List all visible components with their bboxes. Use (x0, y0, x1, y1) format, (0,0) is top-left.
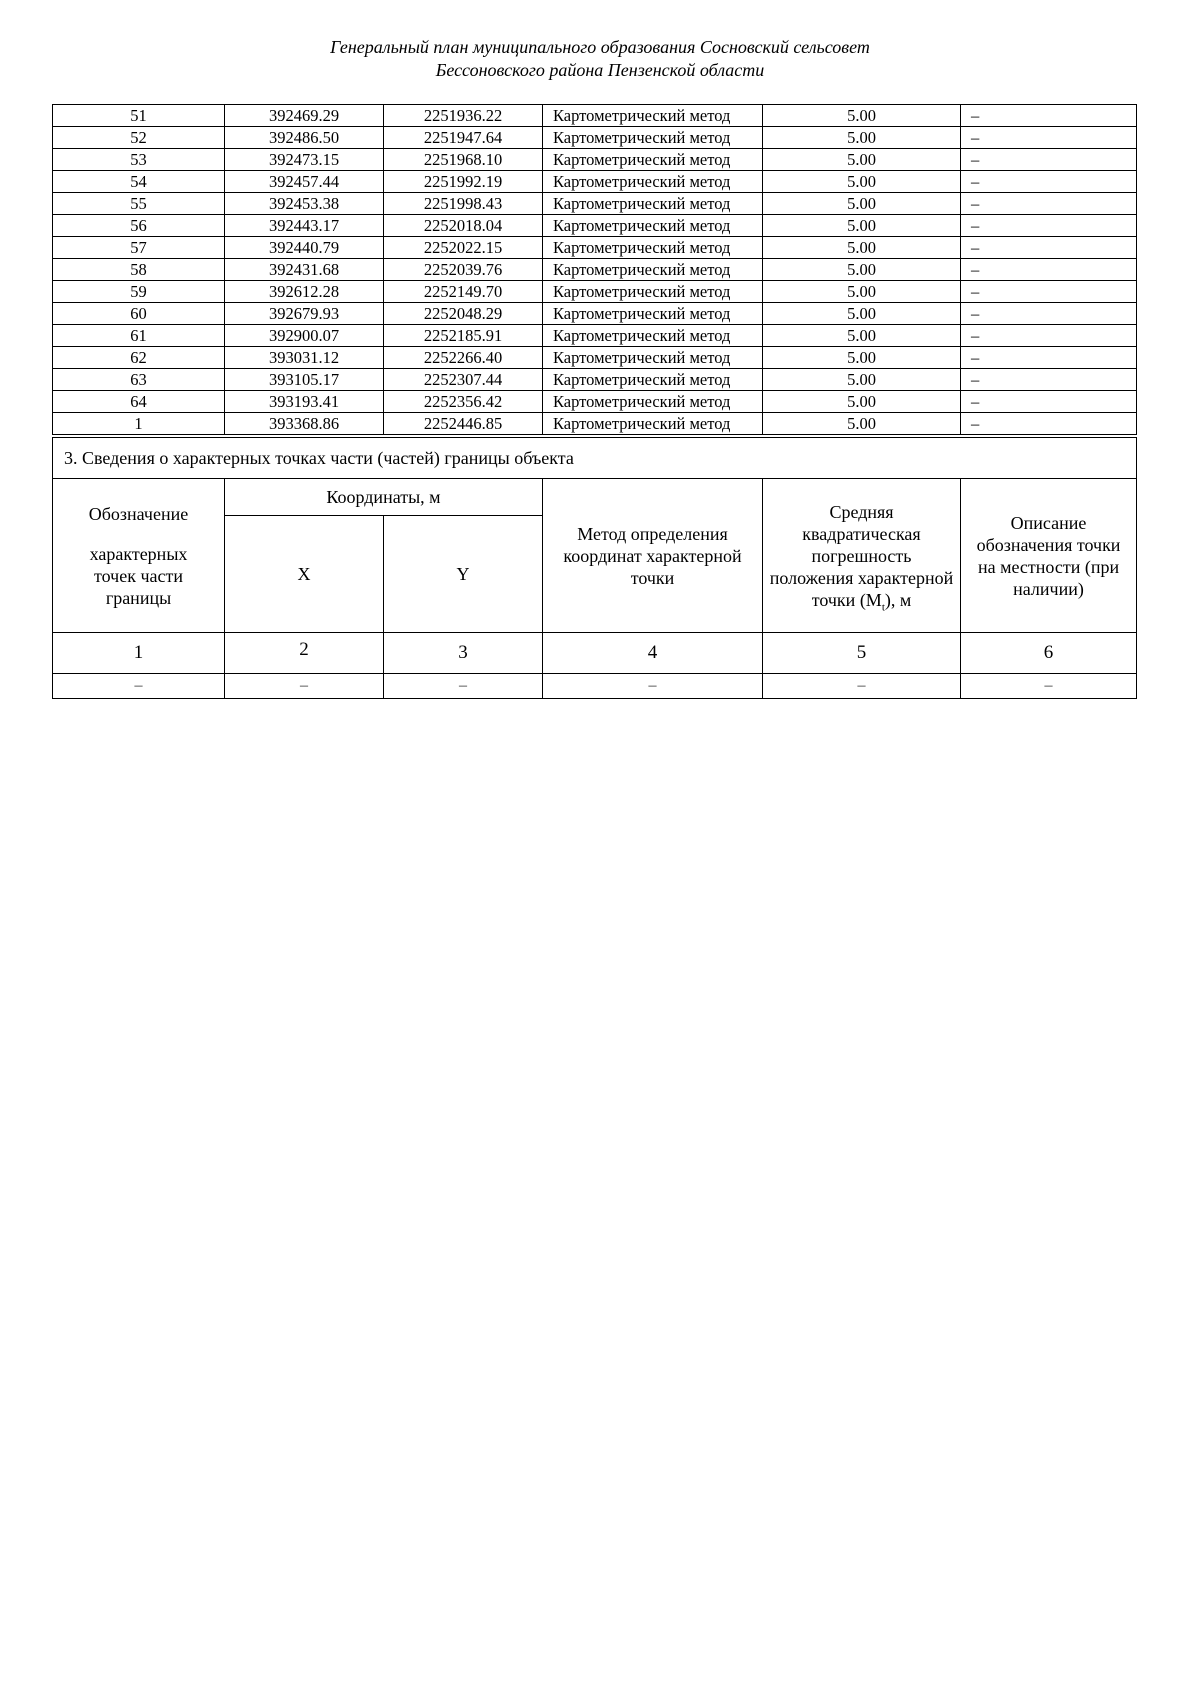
col-number: 3 (384, 633, 543, 674)
point-description: – (961, 347, 1137, 369)
point-description: – (961, 127, 1137, 149)
coord-x: 393368.86 (225, 413, 384, 435)
point-number: 57 (53, 237, 225, 259)
point-number: 54 (53, 171, 225, 193)
section-3-title: 3. Сведения о характерных точках части (частей) границы объекта (53, 438, 1137, 479)
table-row (53, 215, 1137, 237)
error-value: 5.00 (763, 391, 961, 413)
point-description: – (961, 325, 1137, 347)
x-header: X (225, 516, 384, 633)
coord-y: 2252266.40 (384, 347, 543, 369)
coord-y: 2252039.76 (384, 259, 543, 281)
method: Картометрический метод (543, 303, 763, 325)
method: Картометрический метод (543, 413, 763, 435)
point-number: 63 (53, 369, 225, 391)
error-header-sub: t (881, 601, 885, 614)
coord-y: 2252018.04 (384, 215, 543, 237)
error-value: 5.00 (763, 347, 961, 369)
point-number: 61 (53, 325, 225, 347)
error-value: 5.00 (763, 193, 961, 215)
coord-x: 392443.17 (225, 215, 384, 237)
table-row (53, 237, 1137, 259)
coord-y: 2252022.15 (384, 237, 543, 259)
error-value: 5.00 (763, 237, 961, 259)
column-numbers-row (53, 633, 1137, 674)
point-description: – (961, 281, 1137, 303)
table-row (53, 105, 1137, 127)
point-number: 51 (53, 105, 225, 127)
error-header-text: Средняя квадратическая погрешность положения характерной точки (M (769, 501, 954, 610)
table-row (53, 325, 1137, 347)
point-description: – (961, 171, 1137, 193)
method: Картометрический метод (543, 369, 763, 391)
col-number: 1 (53, 633, 225, 674)
method: Картометрический метод (543, 347, 763, 369)
coord-y: 2251992.19 (384, 171, 543, 193)
table-row (53, 281, 1137, 303)
error-value: 5.00 (763, 369, 961, 391)
method: Картометрический метод (543, 325, 763, 347)
coord-x: 392431.68 (225, 259, 384, 281)
point-number: 62 (53, 347, 225, 369)
coord-y: 2251936.22 (384, 105, 543, 127)
coord-y: 2252356.42 (384, 391, 543, 413)
boundary-points-table (52, 104, 1137, 435)
method: Картометрический метод (543, 127, 763, 149)
table-row (53, 193, 1137, 215)
point-description: – (961, 215, 1137, 237)
coord-y: 2252149.70 (384, 281, 543, 303)
error-value: 5.00 (763, 281, 961, 303)
method: Картометрический метод (543, 259, 763, 281)
point-number: 60 (53, 303, 225, 325)
point-description: – (961, 391, 1137, 413)
error-value: 5.00 (763, 127, 961, 149)
coord-x: 392612.28 (225, 281, 384, 303)
col-designation-line-1: Обозначение (88, 503, 189, 524)
method: Картометрический метод (543, 281, 763, 303)
point-number: 1 (53, 413, 225, 435)
method: Картометрический метод (543, 391, 763, 413)
method: Картометрический метод (543, 149, 763, 171)
error-value: 5.00 (763, 105, 961, 127)
col-number: 2 (225, 633, 384, 674)
coord-y: 2252048.29 (384, 303, 543, 325)
error-value: 5.00 (763, 171, 961, 193)
table-row (53, 127, 1137, 149)
error-value: 5.00 (763, 413, 961, 435)
error-value: 5.00 (763, 149, 961, 171)
method-header: Метод определения координат характерной точки (543, 479, 763, 633)
col-designation-header (53, 479, 225, 633)
coord-x: 393105.17 (225, 369, 384, 391)
header-line-2: Бессоновского района Пензенской области (435, 60, 765, 80)
method: Картометрический метод (543, 237, 763, 259)
point-description: – (961, 149, 1137, 171)
coord-y: 2252446.85 (384, 413, 543, 435)
desc-header: Описание обозначения точки на местности (при наличии) (961, 479, 1137, 633)
empty-cell: – (961, 674, 1137, 699)
coord-x: 393193.41 (225, 391, 384, 413)
method: Картометрический метод (543, 215, 763, 237)
point-number: 56 (53, 215, 225, 237)
table-row (53, 303, 1137, 325)
document-header (0, 36, 1200, 82)
col-designation-line-2: характерных точек части границы (89, 543, 188, 608)
method: Картометрический метод (543, 193, 763, 215)
coord-y: 2252185.91 (384, 325, 543, 347)
point-number: 53 (53, 149, 225, 171)
method: Картометрический метод (543, 105, 763, 127)
point-number: 52 (53, 127, 225, 149)
empty-cell: – (384, 674, 543, 699)
col-number: 5 (763, 633, 961, 674)
empty-cell: – (763, 674, 961, 699)
table-row (53, 391, 1137, 413)
table-row (53, 259, 1137, 281)
coord-x: 392453.38 (225, 193, 384, 215)
coord-x: 392486.50 (225, 127, 384, 149)
coords-header: Координаты, м (225, 479, 543, 516)
point-description: – (961, 237, 1137, 259)
error-value: 5.00 (763, 215, 961, 237)
point-description: – (961, 105, 1137, 127)
error-value: 5.00 (763, 303, 961, 325)
coord-x: 392900.07 (225, 325, 384, 347)
coord-x: 392473.15 (225, 149, 384, 171)
point-description: – (961, 259, 1137, 281)
error-header-end: ), м (884, 589, 912, 610)
empty-cell: – (225, 674, 384, 699)
point-description: – (961, 413, 1137, 435)
table-row (53, 171, 1137, 193)
coord-x: 392679.93 (225, 303, 384, 325)
coord-x: 392457.44 (225, 171, 384, 193)
empty-data-row (53, 674, 1137, 699)
coord-y: 2252307.44 (384, 369, 543, 391)
table-row (53, 413, 1137, 435)
point-description: – (961, 193, 1137, 215)
coord-x: 392469.29 (225, 105, 384, 127)
coord-y: 2251947.64 (384, 127, 543, 149)
point-description: – (961, 369, 1137, 391)
coord-y: 2251998.43 (384, 193, 543, 215)
point-description: – (961, 303, 1137, 325)
empty-cell: – (53, 674, 225, 699)
coord-y: 2251968.10 (384, 149, 543, 171)
col-number: 4 (543, 633, 763, 674)
table-row (53, 149, 1137, 171)
coord-x: 392440.79 (225, 237, 384, 259)
point-number: 58 (53, 259, 225, 281)
point-number: 59 (53, 281, 225, 303)
method: Картометрический метод (543, 171, 763, 193)
table-row (53, 369, 1137, 391)
col-number: 6 (961, 633, 1137, 674)
error-value: 5.00 (763, 259, 961, 281)
error-header (763, 479, 961, 633)
point-number: 55 (53, 193, 225, 215)
table-row (53, 347, 1137, 369)
boundary-points-body (53, 105, 1137, 435)
header-line-1: Генеральный план муниципального образования Сосновский сельсовет (330, 37, 870, 57)
empty-cell: – (543, 674, 763, 699)
point-number: 64 (53, 391, 225, 413)
error-value: 5.00 (763, 325, 961, 347)
y-header: Y (384, 516, 543, 633)
coord-x: 393031.12 (225, 347, 384, 369)
part-points-table (52, 437, 1137, 699)
